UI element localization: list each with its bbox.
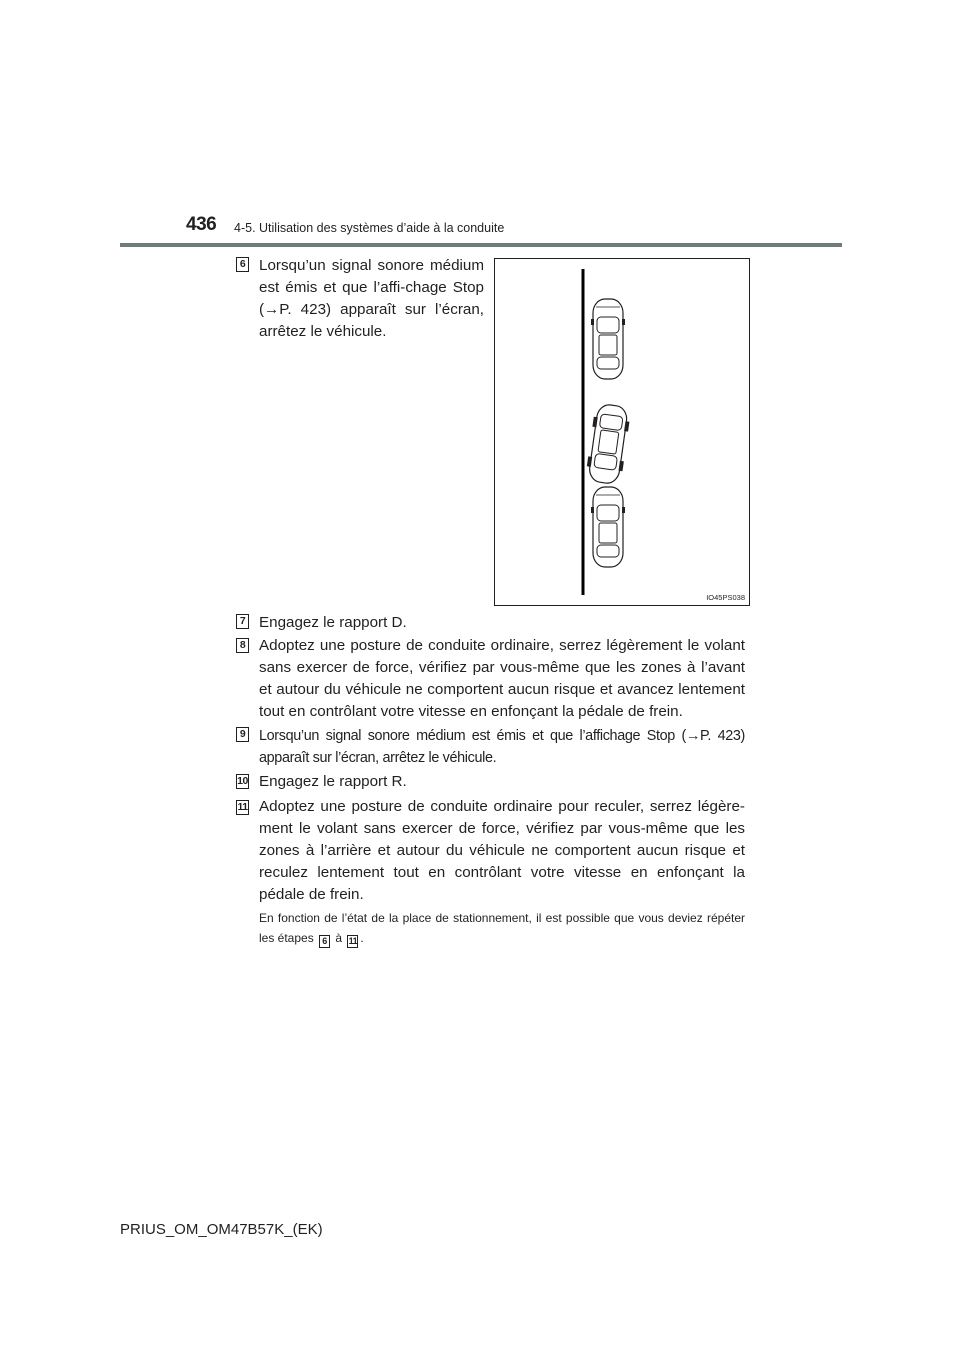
parking-diagram-svg xyxy=(495,259,751,607)
section-title: 4-5. Utilisation des systèmes d’aide à la conduite xyxy=(234,221,505,235)
parked-car-rear xyxy=(591,487,625,567)
step-text-11: Adoptez une posture de conduite ordinaire pour reculer, serrez légère-ment le volant sans exercer de force, vérifiez par vous-même que les zones à l’arrière et autour du véhicule ne comportent aucun risque et reculez lentement tout en contrôlant votre vitesse en enfonçant la pédale de frein. xyxy=(259,798,745,903)
parked-car-front xyxy=(591,299,625,379)
step-badge-8: 8 xyxy=(236,638,249,653)
note-text-after: . xyxy=(360,931,364,945)
parking-car-maneuvering xyxy=(585,403,632,485)
step-badge-10: 10 xyxy=(237,775,248,787)
step-text-10: Engagez le rapport R. xyxy=(259,773,407,790)
note-badge-to: 11 xyxy=(348,936,358,946)
repeat-steps-note xyxy=(259,908,745,948)
header-divider xyxy=(120,243,842,247)
illustration-code: IO45PS038 xyxy=(706,593,745,602)
step-badge-9: 9 xyxy=(236,727,249,742)
step-text-6: Lorsqu’un signal sonore médium est émis et que l’affi-chage Stop (→P. 423) apparaît sur l’écran, arrêtez le véhicule. xyxy=(259,257,484,340)
page-number: 436 xyxy=(186,214,217,235)
step-badge-11: 11 xyxy=(237,801,248,813)
step-text-7: Engagez le rapport D. xyxy=(259,614,407,631)
step-text-9: Lorsqu’un signal sonore médium est émis et que l’affichage Stop (→P. 423) apparaît sur l’écran, arrêtez le véhicule. xyxy=(259,728,745,766)
note-text-middle: à xyxy=(335,931,343,945)
footer-model-code: PRIUS_OM_OM47B57K_(EK) xyxy=(120,1221,323,1238)
parking-cars-illustration xyxy=(494,258,750,606)
step-badge-6: 6 xyxy=(236,257,249,272)
step-badge-7: 7 xyxy=(236,614,249,629)
note-text-before: En fonction de l’état de la place de stationnement, il est possible que vous deviez répéter les étapes xyxy=(259,911,745,945)
step-text-8: Adoptez une posture de conduite ordinaire, serrez légèrement le volant sans exercer de force, vérifiez par vous-même que les zones à l’avant et autour du véhicule ne comportent aucun risque et avancez lentement tout en contrôlant votre vitesse en enfonçant la pédale de frein. xyxy=(259,637,745,720)
note-badge-from: 6 xyxy=(319,935,330,948)
